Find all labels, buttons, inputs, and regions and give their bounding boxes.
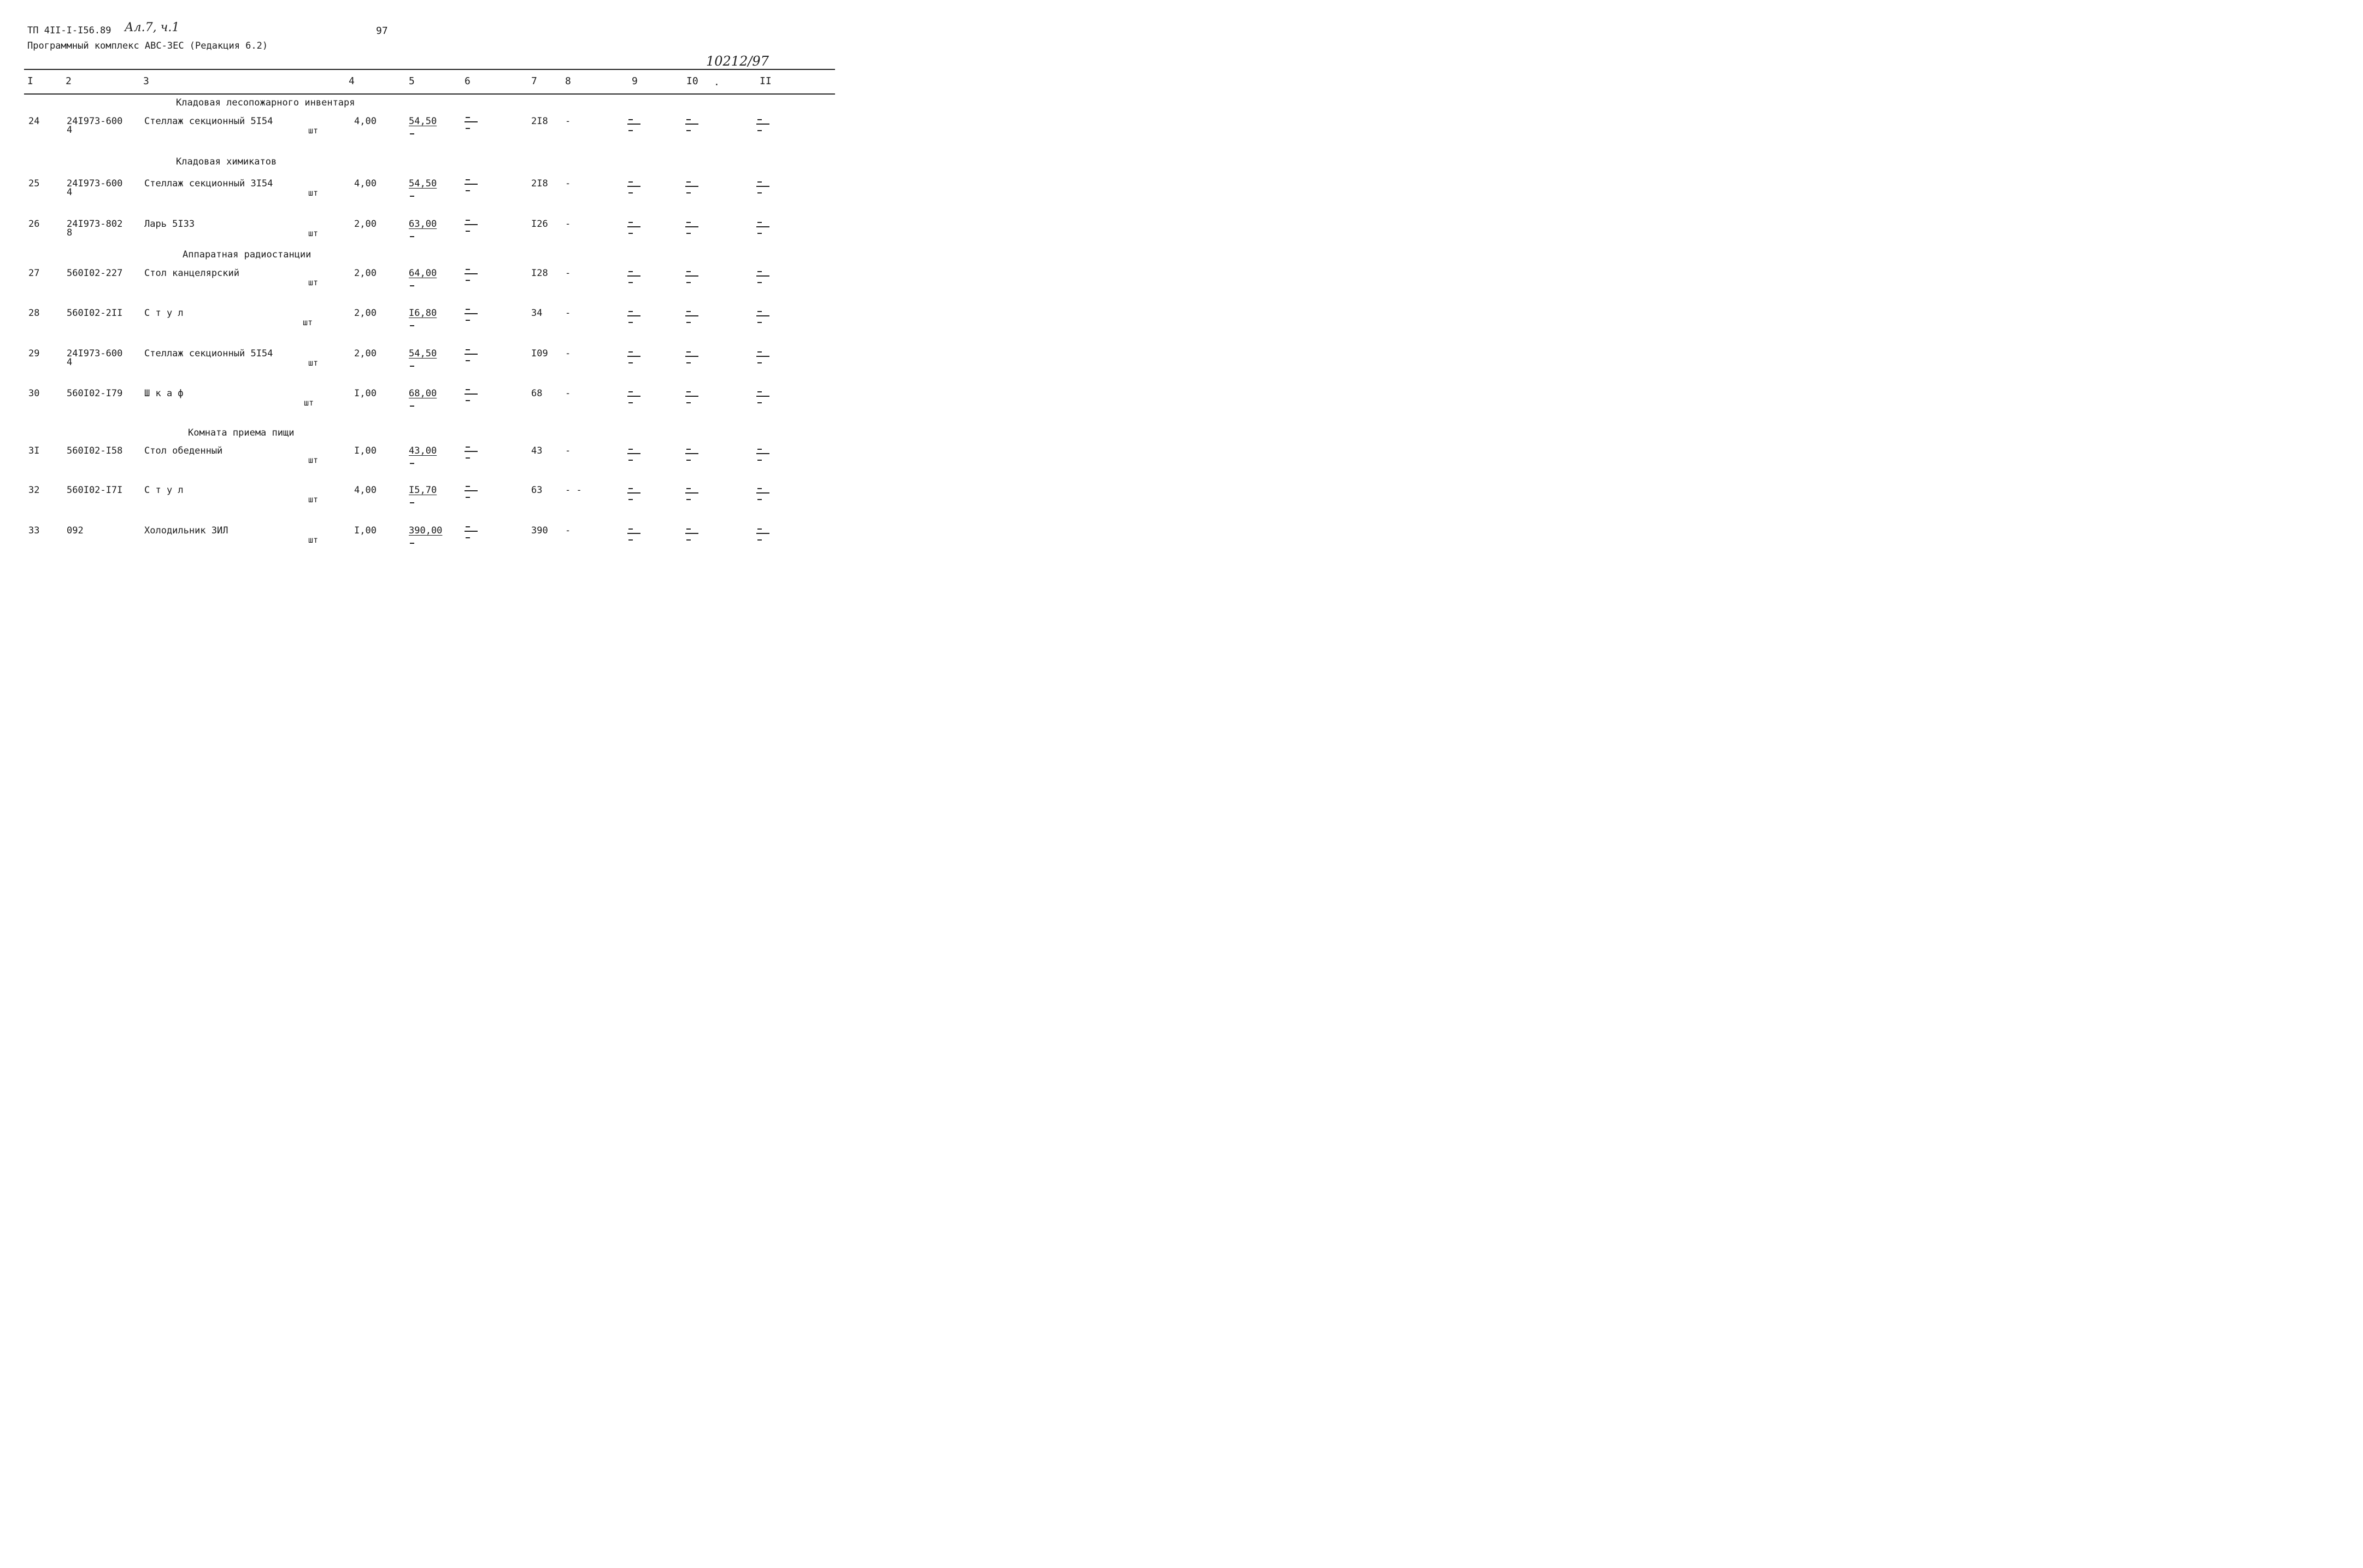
page-number: 97 bbox=[376, 25, 388, 37]
col11-empty-fraction bbox=[756, 179, 771, 196]
row-number: 32 bbox=[28, 485, 40, 496]
column-header: II bbox=[760, 75, 772, 87]
item-price: 54,50 bbox=[409, 178, 437, 189]
item-total: 43 bbox=[531, 445, 543, 456]
price-subvalue-dash bbox=[410, 236, 414, 237]
section-title: Кладовая лесопожарного инвентаря bbox=[176, 97, 355, 108]
col11-empty-fraction bbox=[756, 220, 771, 236]
table-header-rule bbox=[24, 93, 835, 95]
item-quantity: 2,00 bbox=[354, 308, 377, 319]
col11-empty-fraction bbox=[756, 389, 771, 406]
item-unit: шт bbox=[308, 535, 319, 545]
col9-empty-fraction bbox=[627, 389, 642, 406]
item-price: 43,00 bbox=[409, 445, 437, 456]
item-name: Ш к а ф bbox=[144, 388, 184, 399]
item-code-suffix: 4 bbox=[67, 187, 73, 198]
item-quantity: 4,00 bbox=[354, 485, 377, 496]
item-price: 63,00 bbox=[409, 219, 437, 230]
item-code-suffix: 8 bbox=[67, 227, 73, 238]
item-code: 560I02-2II bbox=[67, 308, 123, 319]
col6-empty-fraction bbox=[465, 444, 479, 461]
col8-dash: - bbox=[565, 348, 571, 359]
item-total: 390 bbox=[531, 525, 548, 536]
row-number: 29 bbox=[28, 348, 40, 359]
item-unit: шт bbox=[308, 495, 319, 504]
item-unit: шт bbox=[308, 126, 319, 136]
item-name: Стол обеденный bbox=[144, 445, 223, 456]
col9-empty-fraction bbox=[627, 309, 642, 325]
item-price: 54,50 bbox=[409, 116, 437, 127]
item-total: I28 bbox=[531, 268, 548, 279]
item-quantity: 2,00 bbox=[354, 219, 377, 230]
price-subvalue-dash bbox=[410, 502, 414, 503]
program-title: Программный комплекс АВС-3ЕС (Редакция 6.2) bbox=[27, 40, 268, 51]
column-header: 6 bbox=[465, 75, 471, 87]
item-name: Ларь 5I33 bbox=[144, 219, 195, 230]
column-header: 2 bbox=[66, 75, 72, 87]
col10-empty-fraction bbox=[685, 179, 700, 196]
col6-empty-fraction bbox=[465, 347, 479, 363]
item-price: I5,70 bbox=[409, 485, 437, 496]
price-subvalue-dash bbox=[410, 543, 414, 544]
row-number: 27 bbox=[28, 268, 40, 279]
column-header: 8 bbox=[565, 75, 571, 87]
item-unit: шт bbox=[308, 278, 319, 287]
row-number: 26 bbox=[28, 219, 40, 230]
col8-dash: - bbox=[565, 445, 571, 456]
col8-dash: - bbox=[565, 308, 571, 319]
col6-empty-fraction bbox=[465, 524, 479, 541]
item-code-suffix: 4 bbox=[67, 357, 73, 368]
handwritten-sheet-number: 10212/97 bbox=[706, 54, 769, 69]
column-header: 7 bbox=[531, 75, 537, 87]
item-quantity: I,00 bbox=[354, 445, 377, 456]
col8-dash: - bbox=[565, 116, 571, 127]
col10-empty-fraction bbox=[685, 526, 700, 543]
col10-empty-fraction bbox=[685, 349, 700, 366]
price-subvalue-dash bbox=[410, 196, 414, 197]
item-total: 34 bbox=[531, 308, 543, 319]
item-code: 560I02-227 bbox=[67, 268, 123, 279]
col11-empty-fraction bbox=[756, 117, 771, 133]
col8-dash: - - bbox=[565, 485, 582, 496]
col11-empty-fraction bbox=[756, 526, 771, 543]
item-quantity: I,00 bbox=[354, 388, 377, 399]
col6-empty-fraction bbox=[465, 307, 479, 323]
document-code: ТП 4II-I-I56.89 bbox=[27, 25, 111, 36]
item-price: 54,50 bbox=[409, 348, 437, 359]
col9-empty-fraction bbox=[627, 526, 642, 543]
row-number: 28 bbox=[28, 308, 40, 319]
col6-empty-fraction bbox=[465, 267, 479, 283]
column-header-dot: . bbox=[714, 77, 720, 88]
item-code: 560I02-I58 bbox=[67, 445, 123, 456]
price-subvalue-dash bbox=[410, 463, 414, 464]
col6-empty-fraction bbox=[465, 387, 479, 403]
item-unit: шт bbox=[308, 188, 319, 198]
item-code: 092 bbox=[67, 525, 84, 536]
col9-empty-fraction bbox=[627, 117, 642, 133]
item-unit: шт bbox=[308, 228, 319, 238]
item-code: 560I02-I79 bbox=[67, 388, 123, 399]
column-header: 3 bbox=[143, 75, 149, 87]
col10-empty-fraction bbox=[685, 389, 700, 406]
col9-empty-fraction bbox=[627, 349, 642, 366]
col6-empty-fraction bbox=[465, 177, 479, 193]
item-total: 2I8 bbox=[531, 178, 548, 189]
item-code: 24I973-802 bbox=[67, 219, 123, 230]
item-quantity: I,00 bbox=[354, 525, 377, 536]
col11-empty-fraction bbox=[756, 349, 771, 366]
col10-empty-fraction bbox=[685, 447, 700, 463]
col8-dash: - bbox=[565, 525, 571, 536]
row-number: 30 bbox=[28, 388, 40, 399]
section-title: Кладовая химикатов bbox=[176, 156, 277, 167]
section-title: Аппаратная радиостанции bbox=[183, 249, 311, 260]
col6-empty-fraction bbox=[465, 484, 479, 500]
item-name: Стеллаж секционный 5I54 bbox=[144, 116, 273, 127]
col8-dash: - bbox=[565, 219, 571, 230]
item-price: 64,00 bbox=[409, 268, 437, 279]
col10-empty-fraction bbox=[685, 486, 700, 502]
col11-empty-fraction bbox=[756, 309, 771, 325]
item-name: С т у л bbox=[144, 485, 184, 496]
col6-empty-fraction bbox=[465, 218, 479, 234]
col8-dash: - bbox=[565, 268, 571, 279]
col9-empty-fraction bbox=[627, 447, 642, 463]
item-total: 68 bbox=[531, 388, 543, 399]
item-code-suffix: 4 bbox=[67, 125, 73, 136]
item-quantity: 4,00 bbox=[354, 178, 377, 189]
col11-empty-fraction bbox=[756, 486, 771, 502]
column-header: I bbox=[27, 75, 33, 87]
handwritten-reference: Ал.7, ч.1 bbox=[125, 21, 180, 34]
row-number: 25 bbox=[28, 178, 40, 189]
price-subvalue-dash bbox=[410, 325, 414, 326]
item-total: I26 bbox=[531, 219, 548, 230]
col11-empty-fraction bbox=[756, 447, 771, 463]
col9-empty-fraction bbox=[627, 220, 642, 236]
price-subvalue-dash bbox=[410, 406, 414, 407]
item-total: 63 bbox=[531, 485, 543, 496]
item-name: Стеллаж секционный 5I54 bbox=[144, 348, 273, 359]
col10-empty-fraction bbox=[685, 269, 700, 285]
item-quantity: 2,00 bbox=[354, 348, 377, 359]
item-price: 68,00 bbox=[409, 388, 437, 399]
item-unit: шт bbox=[308, 358, 319, 368]
col9-empty-fraction bbox=[627, 269, 642, 285]
item-code: 24I973-600 bbox=[67, 178, 123, 189]
item-name: Холодильник ЗИЛ bbox=[144, 525, 228, 536]
item-name: С т у л bbox=[144, 308, 184, 319]
price-subvalue-dash bbox=[410, 133, 414, 134]
col9-empty-fraction bbox=[627, 179, 642, 196]
col6-empty-fraction bbox=[465, 115, 479, 131]
item-unit: шт bbox=[304, 398, 314, 408]
item-unit: шт bbox=[308, 455, 319, 465]
item-code: 24I973-600 bbox=[67, 348, 123, 359]
price-subvalue-dash bbox=[410, 366, 414, 367]
col8-dash: - bbox=[565, 178, 571, 189]
col10-empty-fraction bbox=[685, 117, 700, 133]
col11-empty-fraction bbox=[756, 269, 771, 285]
column-header: 4 bbox=[349, 75, 355, 87]
item-name: Стеллаж секционный 3I54 bbox=[144, 178, 273, 189]
col9-empty-fraction bbox=[627, 486, 642, 502]
table-top-rule bbox=[24, 69, 835, 70]
column-header: I0 bbox=[686, 75, 698, 87]
item-total: 2I8 bbox=[531, 116, 548, 127]
row-number: 24 bbox=[28, 116, 40, 127]
item-price: 390,00 bbox=[409, 525, 443, 536]
col8-dash: - bbox=[565, 388, 571, 399]
column-header: 9 bbox=[632, 75, 638, 87]
item-name: Стол канцелярский bbox=[144, 268, 239, 279]
row-number: 3I bbox=[28, 445, 40, 456]
item-code: 560I02-I7I bbox=[67, 485, 123, 496]
item-total: I09 bbox=[531, 348, 548, 359]
item-unit: шт bbox=[303, 318, 313, 327]
section-title: Комната приема пищи bbox=[188, 427, 295, 438]
row-number: 33 bbox=[28, 525, 40, 536]
item-quantity: 2,00 bbox=[354, 268, 377, 279]
item-code: 24I973-600 bbox=[67, 116, 123, 127]
item-quantity: 4,00 bbox=[354, 116, 377, 127]
price-subvalue-dash bbox=[410, 285, 414, 286]
col10-empty-fraction bbox=[685, 309, 700, 325]
column-header: 5 bbox=[409, 75, 415, 87]
item-price: I6,80 bbox=[409, 308, 437, 319]
col10-empty-fraction bbox=[685, 220, 700, 236]
